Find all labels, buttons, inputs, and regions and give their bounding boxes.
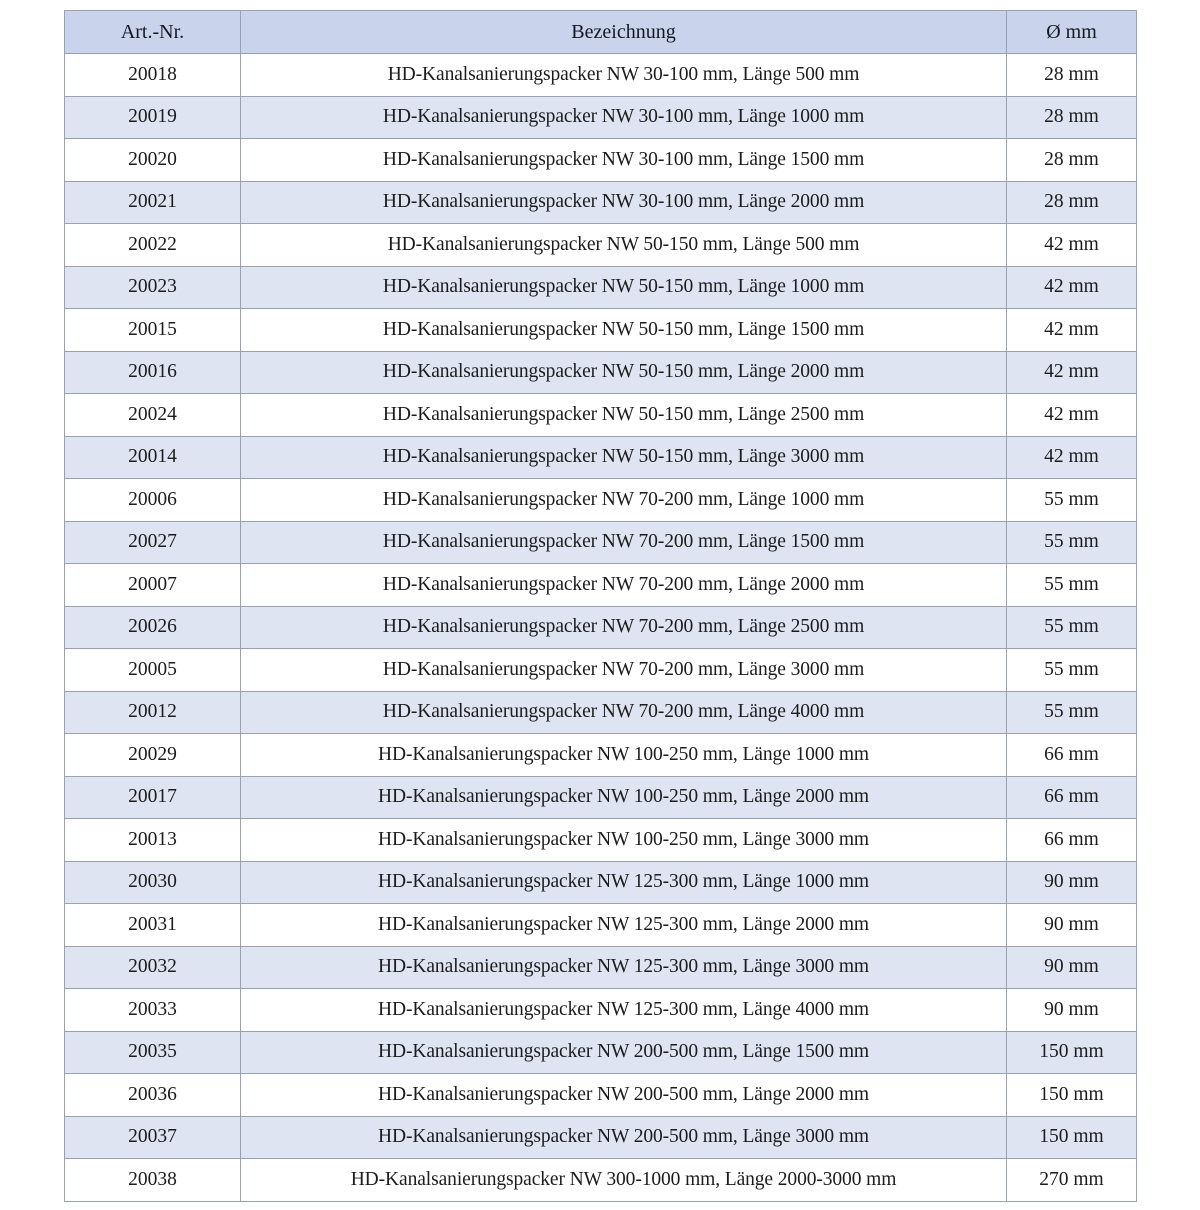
column-header-art-nr: Art.-Nr. xyxy=(65,11,241,54)
table-row xyxy=(65,1159,1137,1202)
cell-art-nr: 20016 xyxy=(65,351,241,394)
table-row xyxy=(65,479,1137,522)
cell-durchmesser: 55 mm xyxy=(1007,521,1137,564)
cell-durchmesser: 55 mm xyxy=(1007,564,1137,607)
cell-bezeichnung: HD-Kanalsanierungspacker NW 70-200 mm, Länge 1000 mm xyxy=(241,479,1007,522)
table-row xyxy=(65,861,1137,904)
cell-durchmesser: 90 mm xyxy=(1007,989,1137,1032)
cell-durchmesser: 150 mm xyxy=(1007,1116,1137,1159)
cell-durchmesser: 55 mm xyxy=(1007,479,1137,522)
cell-bezeichnung: HD-Kanalsanierungspacker NW 125-300 mm, Länge 3000 mm xyxy=(241,946,1007,989)
cell-bezeichnung: HD-Kanalsanierungspacker NW 70-200 mm, Länge 3000 mm xyxy=(241,649,1007,692)
cell-bezeichnung: HD-Kanalsanierungspacker NW 50-150 mm, Länge 2500 mm xyxy=(241,394,1007,437)
cell-art-nr: 20029 xyxy=(65,734,241,777)
table-row xyxy=(65,181,1137,224)
column-header-bezeichnung: Bezeichnung xyxy=(241,11,1007,54)
cell-durchmesser: 90 mm xyxy=(1007,861,1137,904)
table-row xyxy=(65,564,1137,607)
table-row xyxy=(65,734,1137,777)
cell-bezeichnung: HD-Kanalsanierungspacker NW 30-100 mm, Länge 2000 mm xyxy=(241,181,1007,224)
cell-bezeichnung: HD-Kanalsanierungspacker NW 100-250 mm, Länge 3000 mm xyxy=(241,819,1007,862)
table-row xyxy=(65,649,1137,692)
cell-art-nr: 20006 xyxy=(65,479,241,522)
cell-bezeichnung: HD-Kanalsanierungspacker NW 50-150 mm, Länge 500 mm xyxy=(241,224,1007,267)
table-header xyxy=(65,11,1137,54)
cell-bezeichnung: HD-Kanalsanierungspacker NW 125-300 mm, Länge 2000 mm xyxy=(241,904,1007,947)
cell-durchmesser: 42 mm xyxy=(1007,224,1137,267)
cell-bezeichnung: HD-Kanalsanierungspacker NW 100-250 mm, Länge 1000 mm xyxy=(241,734,1007,777)
table-row xyxy=(65,309,1137,352)
cell-durchmesser: 42 mm xyxy=(1007,351,1137,394)
cell-durchmesser: 66 mm xyxy=(1007,776,1137,819)
cell-durchmesser: 66 mm xyxy=(1007,819,1137,862)
table-row xyxy=(65,904,1137,947)
cell-art-nr: 20015 xyxy=(65,309,241,352)
cell-art-nr: 20027 xyxy=(65,521,241,564)
cell-bezeichnung: HD-Kanalsanierungspacker NW 50-150 mm, Länge 1000 mm xyxy=(241,266,1007,309)
table-row xyxy=(65,1116,1137,1159)
cell-art-nr: 20030 xyxy=(65,861,241,904)
cell-art-nr: 20023 xyxy=(65,266,241,309)
cell-durchmesser: 55 mm xyxy=(1007,606,1137,649)
table-row xyxy=(65,606,1137,649)
table-row xyxy=(65,224,1137,267)
cell-art-nr: 20020 xyxy=(65,139,241,182)
cell-bezeichnung: HD-Kanalsanierungspacker NW 300-1000 mm, Länge 2000-3000 mm xyxy=(241,1159,1007,1202)
cell-durchmesser: 90 mm xyxy=(1007,904,1137,947)
table-row xyxy=(65,394,1137,437)
cell-art-nr: 20013 xyxy=(65,819,241,862)
cell-art-nr: 20012 xyxy=(65,691,241,734)
cell-art-nr: 20022 xyxy=(65,224,241,267)
cell-bezeichnung: HD-Kanalsanierungspacker NW 70-200 mm, Länge 2500 mm xyxy=(241,606,1007,649)
cell-durchmesser: 28 mm xyxy=(1007,139,1137,182)
product-table xyxy=(64,10,1137,1202)
cell-durchmesser: 66 mm xyxy=(1007,734,1137,777)
cell-bezeichnung: HD-Kanalsanierungspacker NW 100-250 mm, Länge 2000 mm xyxy=(241,776,1007,819)
table-header-row xyxy=(65,11,1137,54)
table-body xyxy=(65,54,1137,1202)
cell-art-nr: 20005 xyxy=(65,649,241,692)
table-row xyxy=(65,96,1137,139)
cell-bezeichnung: HD-Kanalsanierungspacker NW 200-500 mm, Länge 2000 mm xyxy=(241,1074,1007,1117)
cell-durchmesser: 270 mm xyxy=(1007,1159,1137,1202)
cell-bezeichnung: HD-Kanalsanierungspacker NW 50-150 mm, Länge 3000 mm xyxy=(241,436,1007,479)
cell-art-nr: 20032 xyxy=(65,946,241,989)
cell-bezeichnung: HD-Kanalsanierungspacker NW 200-500 mm, Länge 3000 mm xyxy=(241,1116,1007,1159)
cell-art-nr: 20031 xyxy=(65,904,241,947)
cell-bezeichnung: HD-Kanalsanierungspacker NW 50-150 mm, Länge 1500 mm xyxy=(241,309,1007,352)
cell-art-nr: 20018 xyxy=(65,54,241,97)
cell-art-nr: 20019 xyxy=(65,96,241,139)
cell-durchmesser: 90 mm xyxy=(1007,946,1137,989)
table-row xyxy=(65,351,1137,394)
cell-bezeichnung: HD-Kanalsanierungspacker NW 50-150 mm, Länge 2000 mm xyxy=(241,351,1007,394)
cell-art-nr: 20038 xyxy=(65,1159,241,1202)
table-row xyxy=(65,691,1137,734)
cell-bezeichnung: HD-Kanalsanierungspacker NW 30-100 mm, Länge 1500 mm xyxy=(241,139,1007,182)
cell-durchmesser: 42 mm xyxy=(1007,436,1137,479)
table-row xyxy=(65,989,1137,1032)
cell-durchmesser: 42 mm xyxy=(1007,309,1137,352)
cell-bezeichnung: HD-Kanalsanierungspacker NW 30-100 mm, Länge 1000 mm xyxy=(241,96,1007,139)
cell-bezeichnung: HD-Kanalsanierungspacker NW 70-200 mm, Länge 1500 mm xyxy=(241,521,1007,564)
cell-art-nr: 20007 xyxy=(65,564,241,607)
cell-art-nr: 20036 xyxy=(65,1074,241,1117)
cell-durchmesser: 55 mm xyxy=(1007,649,1137,692)
cell-bezeichnung: HD-Kanalsanierungspacker NW 30-100 mm, Länge 500 mm xyxy=(241,54,1007,97)
table-row xyxy=(65,819,1137,862)
table-row xyxy=(65,521,1137,564)
cell-durchmesser: 150 mm xyxy=(1007,1031,1137,1074)
cell-art-nr: 20033 xyxy=(65,989,241,1032)
cell-bezeichnung: HD-Kanalsanierungspacker NW 125-300 mm, Länge 1000 mm xyxy=(241,861,1007,904)
table-row xyxy=(65,266,1137,309)
cell-art-nr: 20017 xyxy=(65,776,241,819)
cell-durchmesser: 42 mm xyxy=(1007,394,1137,437)
cell-durchmesser: 55 mm xyxy=(1007,691,1137,734)
cell-durchmesser: 42 mm xyxy=(1007,266,1137,309)
table-row xyxy=(65,139,1137,182)
cell-art-nr: 20014 xyxy=(65,436,241,479)
document-page xyxy=(0,10,1200,1210)
cell-art-nr: 20035 xyxy=(65,1031,241,1074)
column-header-durchmesser: Ø mm xyxy=(1007,11,1137,54)
table-row xyxy=(65,54,1137,97)
table-row xyxy=(65,946,1137,989)
cell-durchmesser: 28 mm xyxy=(1007,181,1137,224)
table-row xyxy=(65,776,1137,819)
cell-art-nr: 20026 xyxy=(65,606,241,649)
cell-art-nr: 20037 xyxy=(65,1116,241,1159)
cell-art-nr: 20021 xyxy=(65,181,241,224)
table-row xyxy=(65,436,1137,479)
cell-durchmesser: 28 mm xyxy=(1007,96,1137,139)
cell-bezeichnung: HD-Kanalsanierungspacker NW 200-500 mm, Länge 1500 mm xyxy=(241,1031,1007,1074)
cell-durchmesser: 28 mm xyxy=(1007,54,1137,97)
cell-bezeichnung: HD-Kanalsanierungspacker NW 125-300 mm, Länge 4000 mm xyxy=(241,989,1007,1032)
cell-durchmesser: 150 mm xyxy=(1007,1074,1137,1117)
cell-art-nr: 20024 xyxy=(65,394,241,437)
table-row xyxy=(65,1074,1137,1117)
table-row xyxy=(65,1031,1137,1074)
cell-bezeichnung: HD-Kanalsanierungspacker NW 70-200 mm, Länge 2000 mm xyxy=(241,564,1007,607)
cell-bezeichnung: HD-Kanalsanierungspacker NW 70-200 mm, Länge 4000 mm xyxy=(241,691,1007,734)
